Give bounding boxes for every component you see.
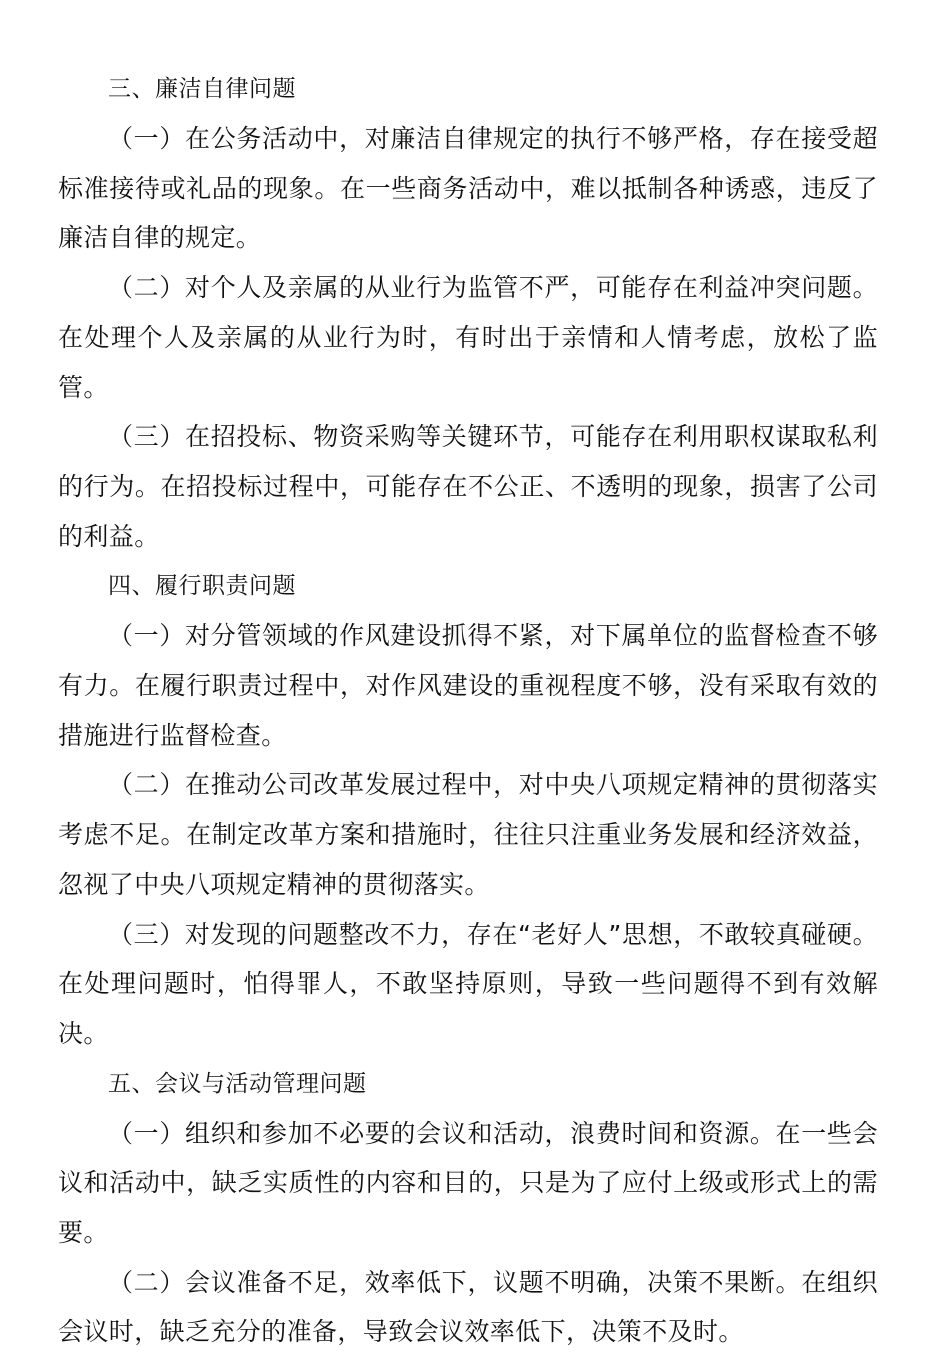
- document-page: [58, 64, 878, 1357]
- section-heading-meetings: 五、会议与活动管理问题: [108, 1070, 367, 1097]
- paragraph: （一）对分管领域的作风建设抓得不紧，对下属单位的监督检查不够有力。在履行职责过程中，对作风建设的重视程度不够，没有采取有效的措施进行监督检查。: [58, 621, 878, 750]
- section-heading-integrity: 三、廉洁自律问题: [108, 76, 296, 102]
- paragraph: （二）在推动公司改革发展过程中，对中央八项规定精神的贯彻落实考虑不足。在制定改革方案和措施时，往往只注重业务发展和经济效益，忽视了中央八项规定精神的贯彻落实。: [58, 770, 878, 899]
- paragraph: （二）对个人及亲属的从业行为监管不严，可能存在利益冲突问题。在处理个人及亲属的从业行为时，有时出于亲情和人情考虑，放松了监管。: [58, 273, 878, 402]
- paragraph: （一）组织和参加不必要的会议和活动，浪费时间和资源。在一些会议和活动中，缺乏实质性的内容和目的，只是为了应付上级或形式上的需要。: [58, 1118, 878, 1248]
- paragraph: （二）会议准备不足，效率低下，议题不明确，决策不果断。在组织会议时，缺乏充分的准备，导致会议效率低下，决策不及时。: [58, 1267, 878, 1347]
- section-heading-duties: 四、履行职责问题: [108, 573, 296, 600]
- paragraph: （三）在招投标、物资采购等关键环节，可能存在利用职权谋取私利的行为。在招投标过程中，可能存在不公正、不透明的现象，损害了公司的利益。: [58, 422, 878, 551]
- paragraph: （一）在公务活动中，对廉洁自律规定的执行不够严格，存在接受超标准接待或礼品的现象。在一些商务活动中，难以抵制各种诱惑，违反了廉洁自律的规定。: [58, 124, 878, 253]
- paragraph: （三）对发现的问题整改不力，存在“老好人”思想，不敢较真碰硬。在处理问题时，怕得罪人，不敢坚持原则，导致一些问题得不到有效解决。: [58, 919, 878, 1048]
